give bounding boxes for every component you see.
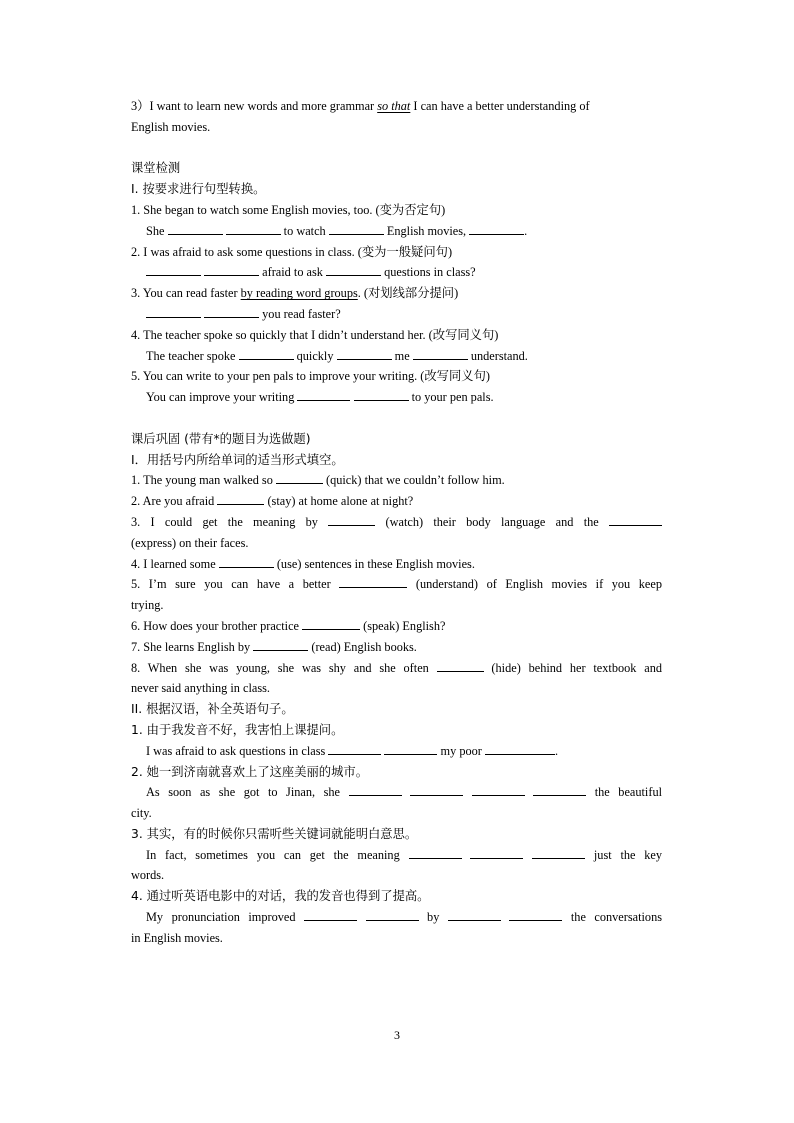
intro-text: 3）I want to learn new words and more grammar xyxy=(131,99,378,113)
blank[interactable] xyxy=(337,348,392,360)
section-heading-check: 课堂检测 xyxy=(131,161,181,176)
blank[interactable] xyxy=(146,264,201,276)
blank[interactable] xyxy=(304,909,357,921)
intro-line-1 xyxy=(131,96,662,117)
fill-item-2: 2. Are you afraid (stay) at home alone at night? xyxy=(131,494,414,509)
blank[interactable] xyxy=(384,743,437,755)
blank[interactable] xyxy=(204,306,259,318)
blank[interactable] xyxy=(472,784,525,796)
blank[interactable] xyxy=(253,639,308,651)
blank[interactable] xyxy=(297,389,350,401)
blank[interactable] xyxy=(533,784,586,796)
blank[interactable] xyxy=(226,223,281,235)
underlined-phrase: by reading word groups xyxy=(240,286,358,301)
fill-item-5-cont: trying. xyxy=(131,598,164,613)
question-1: 1. She began to watch some English movies, too. (变为否定句) xyxy=(131,202,446,217)
translate-en-2-cont: city. xyxy=(131,806,152,821)
fill-item-3-cont: (express) on their faces. xyxy=(131,535,249,550)
question-4: 4. The teacher spoke so quickly that I didn’t understand her. (改写同义句) xyxy=(131,327,499,342)
fill-item-6: 6. How does your brother practice (speak) English? xyxy=(131,618,446,633)
worksheet-page xyxy=(131,96,662,949)
answer-5: You can improve your writing to your pen pals. xyxy=(146,390,494,405)
blank[interactable] xyxy=(366,909,419,921)
blank[interactable] xyxy=(470,847,523,859)
translate-en-3: In fact, sometimes you can get the meaning just the key xyxy=(146,847,663,862)
blank[interactable] xyxy=(409,847,462,859)
blank[interactable] xyxy=(469,223,524,235)
translate-cn-2: 2. 她一到济南就喜欢上了这座美丽的城市。 xyxy=(131,764,368,779)
translate-en-1: I was afraid to ask questions in class my poor . xyxy=(146,743,559,758)
blank[interactable] xyxy=(219,556,274,568)
blank[interactable] xyxy=(339,576,407,588)
blank[interactable] xyxy=(349,784,402,796)
fill-item-3: 3. I could get the meaning by (watch) their body language and the xyxy=(131,512,662,533)
translate-cn-4: 4. 通过听英语电影中的对话，我的发音也得到了提高。 xyxy=(131,889,430,904)
fill-item-8: 8. When she was young, she was shy and she often (hide) behind her textbook and xyxy=(131,660,662,675)
fill-item-1: 1. The young man walked so (quick) that we couldn’t follow him. xyxy=(131,473,505,488)
blank[interactable] xyxy=(217,493,264,505)
blank[interactable] xyxy=(532,847,585,859)
translate-en-4: My pronunciation improved by the conversations xyxy=(146,910,663,925)
answer-1: She to watch English movies, . xyxy=(146,223,528,238)
blank[interactable] xyxy=(609,514,662,526)
fill-item-7: 7. She learns English by (read) English books. xyxy=(131,639,417,654)
translate-en-3-cont: words. xyxy=(131,868,165,883)
blank[interactable] xyxy=(448,909,501,921)
question-3: 3. You can read faster by reading word groups. (对划线部分提问) xyxy=(131,286,459,301)
blank[interactable] xyxy=(276,472,323,484)
blank[interactable] xyxy=(204,264,259,276)
section-heading-homework: 课后巩固 (带有*的题目为选做题) xyxy=(131,431,311,446)
translate-cn-3: 3. 其实，有的时候你只需听些关键词就能明白意思。 xyxy=(131,826,418,841)
translate-en-2: As soon as she got to Jinan, she the beautiful xyxy=(146,785,663,800)
blank[interactable] xyxy=(485,743,555,755)
fill-item-8-cont: never said anything in class. xyxy=(131,681,270,696)
blank[interactable] xyxy=(146,306,201,318)
section-title-transform: I. 按要求进行句型转换。 xyxy=(131,182,266,197)
section-title-translate: II. 根据汉语，补全英语句子。 xyxy=(131,702,294,717)
blank[interactable] xyxy=(354,389,409,401)
answer-2: afraid to ask questions in class? xyxy=(131,262,662,283)
question-2: 2. I was afraid to ask some questions in class. (变为一般疑问句) xyxy=(131,244,453,259)
intro-line-2: English movies. xyxy=(131,119,211,134)
translate-cn-1: 1. 由于我发音不好，我害怕上课提问。 xyxy=(131,722,344,737)
blank[interactable] xyxy=(509,909,562,921)
translate-en-4-cont: in English movies. xyxy=(131,930,223,945)
page-number: 3 xyxy=(394,1028,400,1042)
answer-4: The teacher spoke quickly me understand. xyxy=(146,348,528,363)
blank[interactable] xyxy=(302,618,360,630)
blank[interactable] xyxy=(328,743,381,755)
blank[interactable] xyxy=(326,264,381,276)
intro-text: I can have a better understanding of xyxy=(410,99,590,113)
answer-3: you read faster? xyxy=(131,304,662,325)
blank[interactable] xyxy=(168,223,223,235)
blank[interactable] xyxy=(410,784,463,796)
blank[interactable] xyxy=(437,660,484,672)
intro-emphasis: so that xyxy=(377,99,411,113)
fill-item-5: 5. I’m sure you can have a better (understand) of English movies if you keep xyxy=(131,577,662,592)
blank[interactable] xyxy=(413,348,468,360)
blank[interactable] xyxy=(239,348,294,360)
fill-item-4: 4. I learned some (use) sentences in these English movies. xyxy=(131,556,475,571)
section-title-fill: I．用括号内所给单词的适当形式填空。 xyxy=(131,452,344,467)
question-5: 5. You can write to your pen pals to improve your writing. (改写同义句) xyxy=(131,369,490,384)
blank[interactable] xyxy=(329,223,384,235)
blank[interactable] xyxy=(328,514,375,526)
